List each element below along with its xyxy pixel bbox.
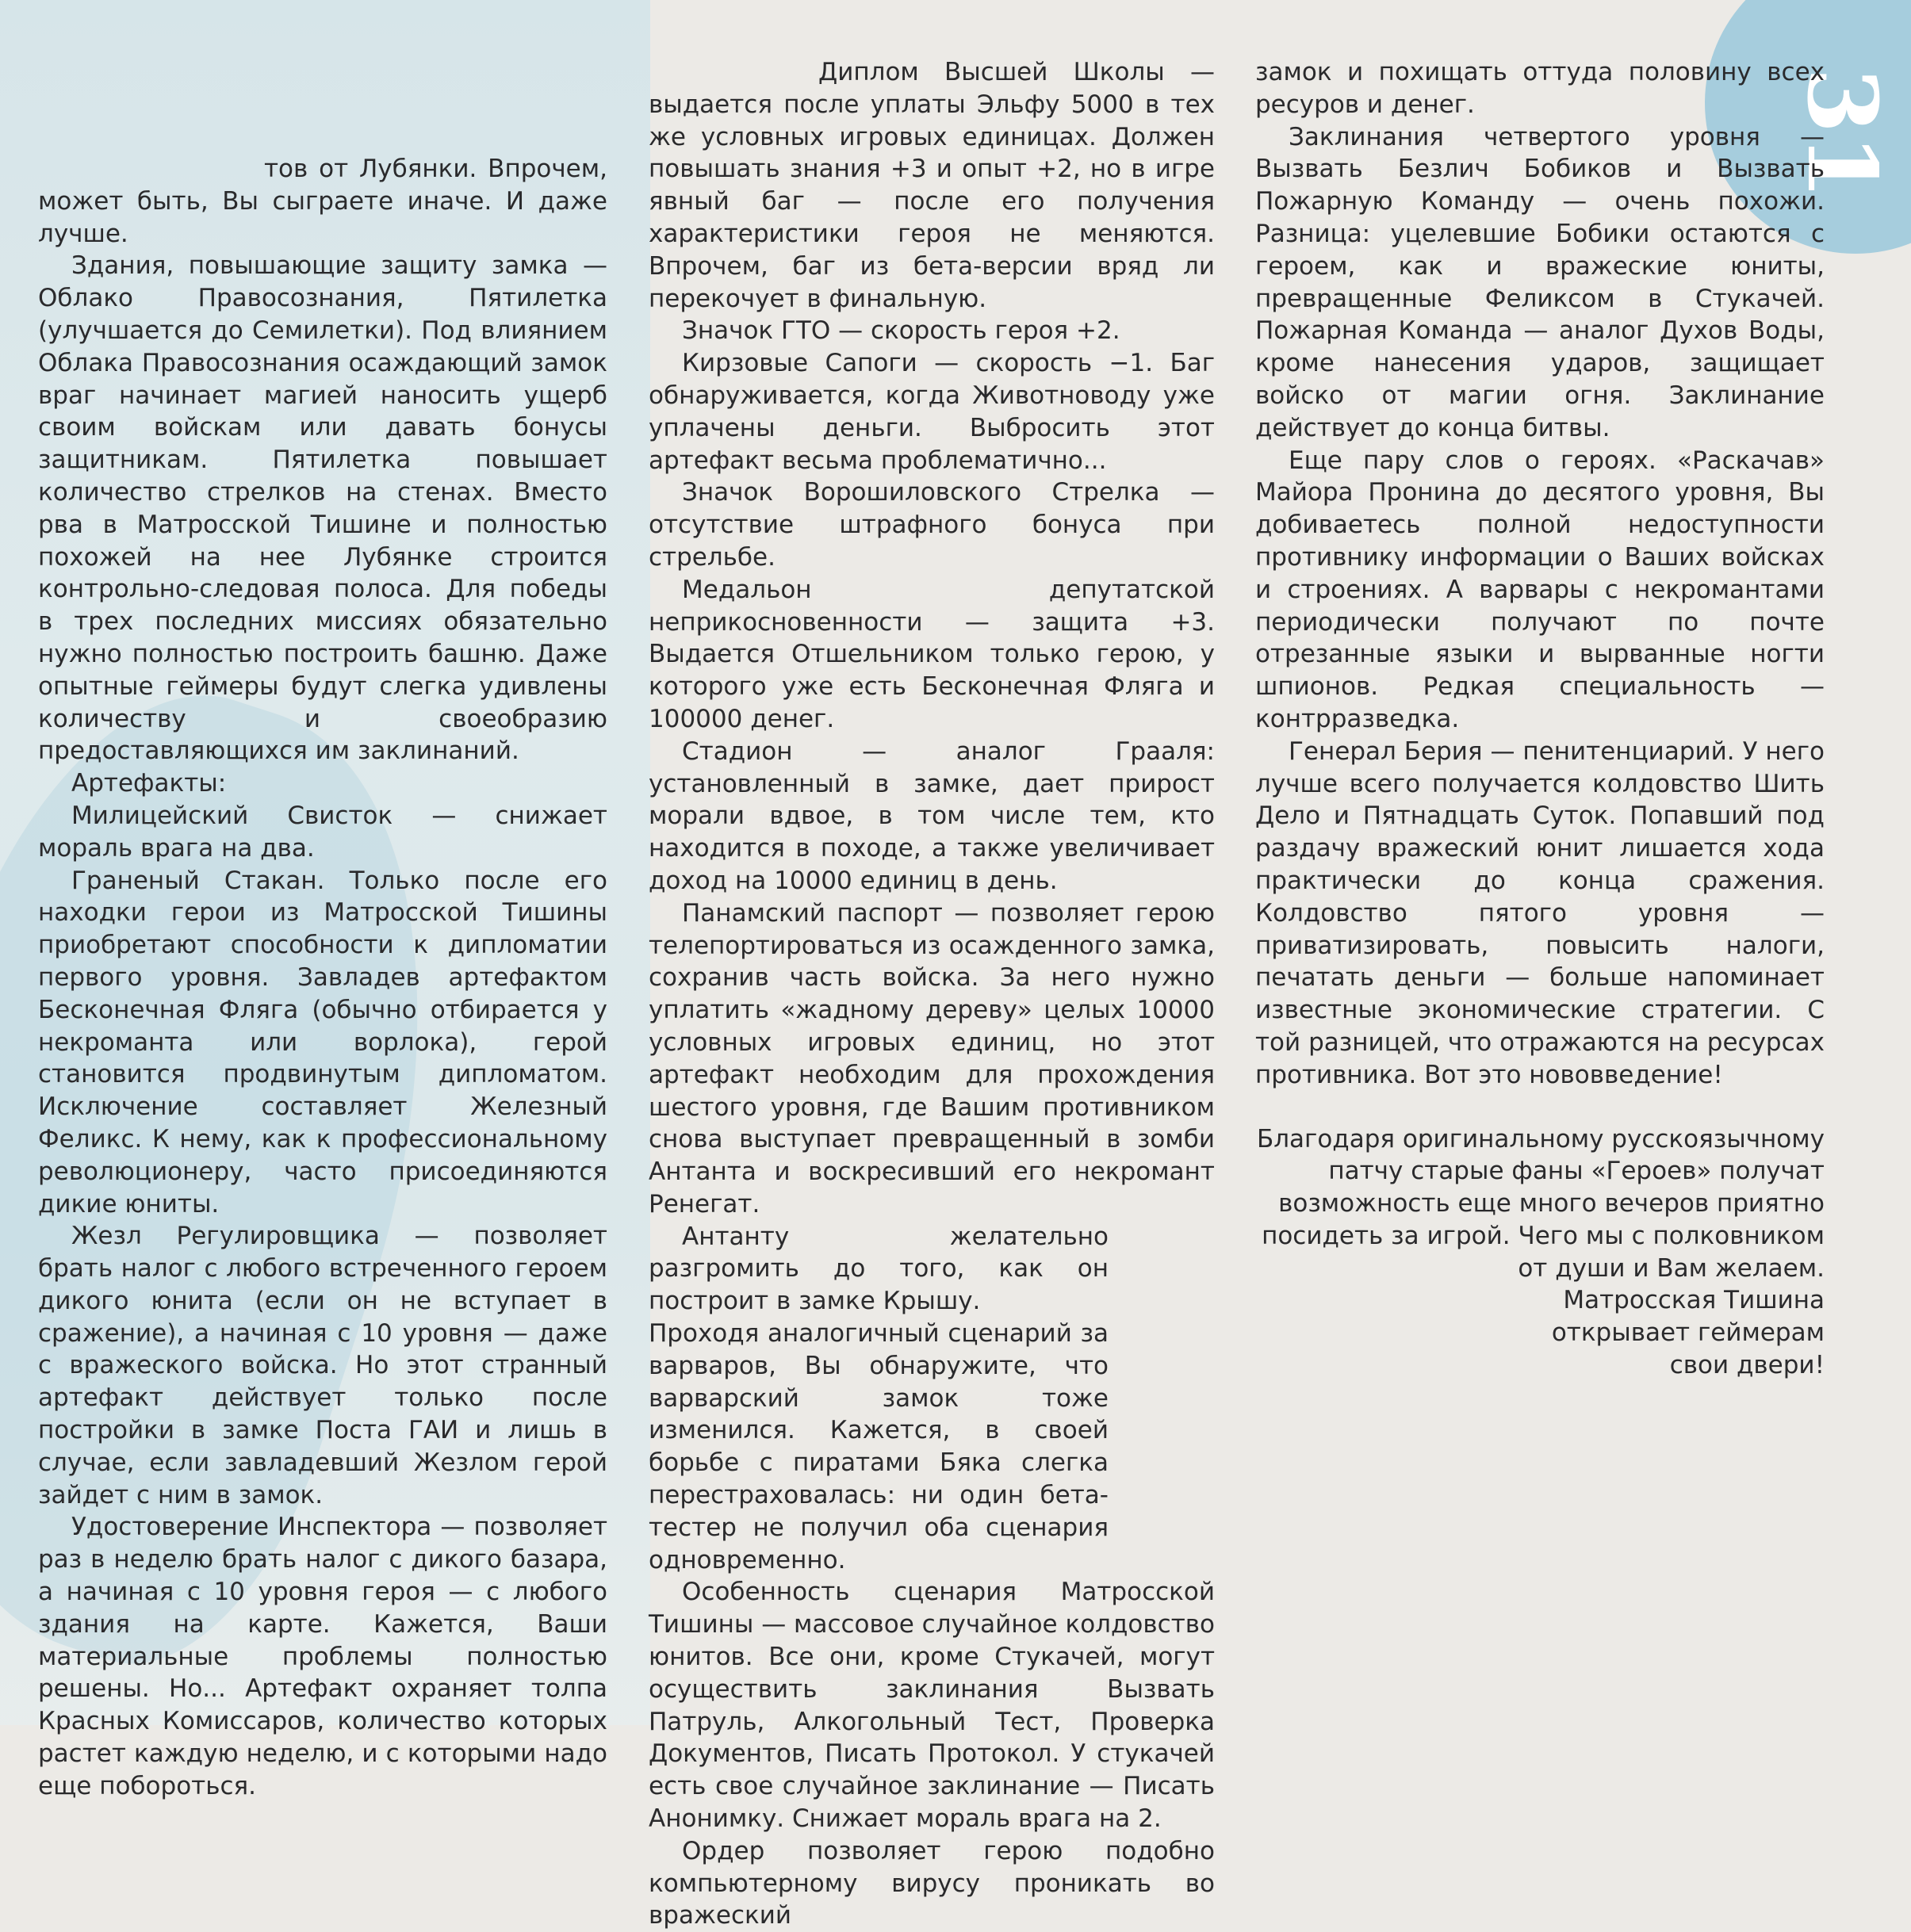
paragraph: Здания, повышающие защиту замка — Облако Правосознания, Пятилетка (улучшается до Семилетки). Под влиянием Облака Правосознания осаждающий замок враг начинает магией наносить ущерб своим войскам или давать бонусы защитникам. Пятилетка повышает количество стрелков на стенах. Вместо рва в Матросской Тишине и полностью похожей на нее Лубянке строится контрольно-следовая полоса. Для победы в трех последних миссиях обязательно нужно полностью построить башню. Даже опытные геймеры будут слегка удивлены количеству и своеобразию предоставляющихся им заклинаний. <box>38 251 607 766</box>
paragraph: Медальон депутатской неприкосновенности — защита +3. Выдается Отшельником только герою, у которого уже есть Бесконечная Фляга и 100000 денег. <box>649 575 1215 733</box>
paragraph: Панамский паспорт — позволяет герою телепортироваться из осажденного замка, сохранив часть войска. За него нужно уплатить «жадному дереву» целых 10000 условных игровых единиц, но этот артефакт необходим для прохождения шестого уровня, где Вашим противником снова выступает превращенный в зомби Антанта и воскресивший его некромант Ренегат. <box>649 898 1215 1218</box>
paragraph: Ордер позволяет герою подобно компьютерному вирусу проникать во вражеский <box>649 1836 1215 1930</box>
paragraph: Особенность сценария Матросской Тишины — массовое случайное колдовство юнитов. Все они, кроме Стукачей, могут осуществить заклинания Вызвать Патруль, Алкогольный Тест, Проверка Документов, Писать Протокол. У стукачей есть свое случайное заклинание — Писать Анонимку. Снижает мораль врага на 2. <box>649 1578 1215 1834</box>
paragraph: Антанту желательно разгромить до того, как он построит в замке Крышу. <box>649 1222 1109 1316</box>
paragraph: Удостоверение Инспектора — позволяет раз в неделю брать налог с дикого базара, а начиная с 10 уровня героя — с любого здания на карте. Кажется, Ваши материальные проблемы полностью решены. Но... Артефакт охраняет толпа Красных Комиссаров, количество которых растет каждую неделю, и с которыми надо еще побороться. <box>38 1513 607 1800</box>
paragraph: Проходя аналогичный сценарий за варваров, Вы обнаружите, что варварский замок тоже изменился. Кажется, в своей борьбе с пиратами Бяка слегка перестраховалась: ни один бета-тестер не получил оба сценария одновременно. <box>649 1319 1109 1574</box>
paragraph: Генерал Берия — пенитенциарий. У него лучше всего получается колдовство Шить Дело и Пятнадцать Суток. Попавший под раздачу вражеский юнит лишается хода практически до конца сражения. Колдовство пятого уровня — приватизировать, повысить налоги, печатать деньги — больше напоминает известные экономические стратегии. С той разницей, что отражаются на ресурсах противника. Вот это нововведение! <box>1255 736 1825 1089</box>
paragraph: тов от Лубянки. Впрочем, может быть, Вы сыграете иначе. И даже лучше. <box>38 155 607 248</box>
closing-line: Матросская Тишина открывает геймерам свои двери! <box>1551 1286 1825 1380</box>
paragraph: Значок ГТО — скорость героя +2. <box>682 316 1120 346</box>
paragraph: замок и похищать оттуда половину всех ресуров и денег. <box>1255 58 1825 119</box>
article-column-2 <box>649 0 1215 1932</box>
paragraph: Жезл Регулировщика — позволяет брать налог с любого встреченного героем дикого юнита (если он не вступает в сражение), а начиная с 10 уровня — даже с вражеского войска. Но этот странный артефакт действует только после постройки в замке Поста ГАИ и лишь в случае, если завладевший Жезлом герой зайдет с ним в замок. <box>38 1222 607 1509</box>
paragraph: Диплом Высшей Школы — выдается после уплаты Эльфу 5000 в тех же условных игровых единицах. Должен повышать знания +3 и опыт +2, но в игре явный баг — после его получения характеристики героя не меняются. Впрочем, баг из бета-версии вряд ли перекочует в финальную. <box>649 58 1215 313</box>
paragraph: Еще пару слов о героях. «Раскачав» Майора Пронина до десятого уровня, Вы добиваетесь полной недоступности противнику информации о Ваших войсках и строениях. А варвары с некромантами периодически получают по почте отрезанные языки и вырванные ногти шпионов. Редкая специальность — контрразведка. <box>1255 446 1825 733</box>
paragraph: Значок Ворошиловского Стрелка — отсутствие штрафного бонуса при стрельбе. <box>649 478 1215 572</box>
paragraph: Артефакты: <box>71 769 227 798</box>
article-column-3 <box>1255 0 1825 1382</box>
paragraph: Кирзовые Сапоги — скорость −1. Баг обнаруживается, когда Животноводу уже уплачены деньги. Выбросить этот артефакт весьма проблематично... <box>649 349 1215 475</box>
page-number: 31 <box>1786 67 1898 200</box>
paragraph: Заклинания четвертого уровня — Вызвать Безлич Бобиков и Вызвать Пожарную Команду — очень похожи. Разница: уцелевшие Бобики остаются с героем, как и вражеские юниты, превращенные Феликсом в Стукачей. Пожарная Команда — аналог Духов Воды, кроме нанесения ударов, защищает войско от магии огня. Заклинание действует до конца битвы. <box>1255 122 1825 442</box>
paragraph: Граненый Стакан. Только после его находки герои из Матросской Тишины приобретают способности к дипломатии первого уровня. Завладев артефактом Бесконечная Фляга (обычно отбирается у некроманта или ворлока), герой становится продвинутым дипломатом. Исключение составляет Железный Феликс. К нему, как к профессиональному революционеру, часто присоединяются дикие юниты. <box>38 866 607 1218</box>
paragraph: Милицейский Свисток — снижает мораль врага на два. <box>38 801 607 863</box>
paragraph: Стадион — аналог Грааля: установленный в замке, дает прирост морали вдвое, в том числе тем, кто находится в походе, а также увеличивает доход на 10000 единиц в день. <box>649 736 1215 895</box>
closing-paragraph: Благодаря оригинальному русскоязычному патчу старые фаны «Героев» получат возможность еще много вечеров приятно посидеть за игрой. Чего мы с полковником от души и Вам желаем. <box>1256 1124 1825 1283</box>
article-column-1 <box>38 0 607 1803</box>
